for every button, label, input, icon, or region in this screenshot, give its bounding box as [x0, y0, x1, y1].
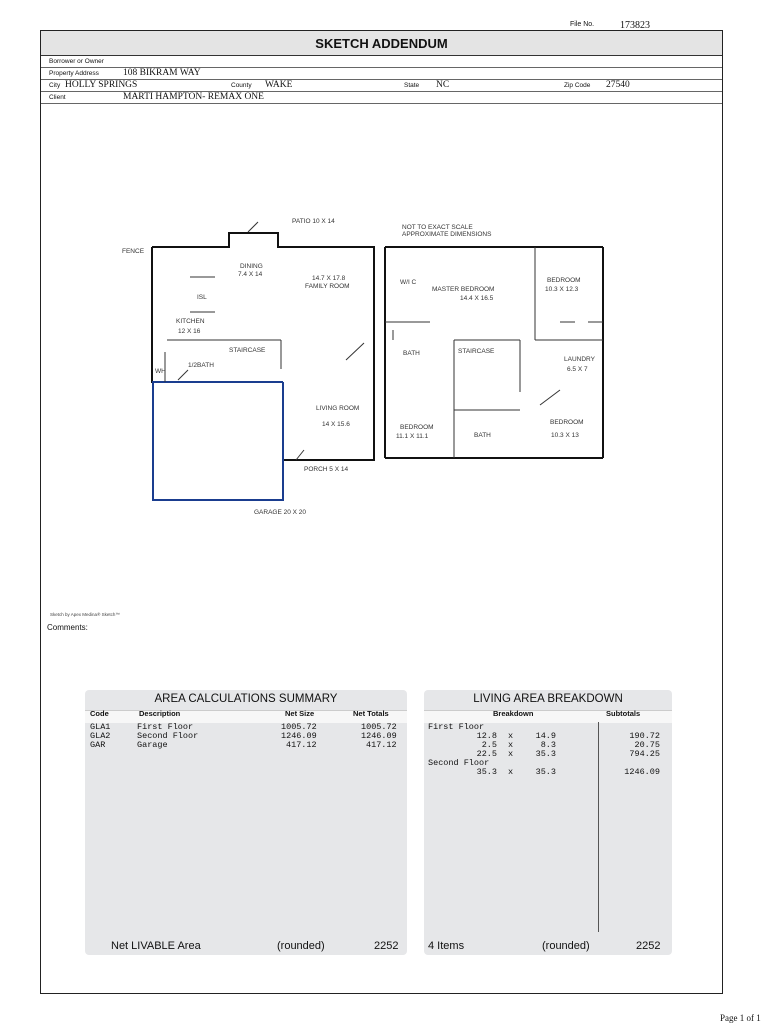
state-label: State — [404, 82, 420, 89]
items-count: 4 Items — [428, 940, 465, 952]
client-label: Client — [49, 94, 66, 101]
breakdown-a: 22.5 — [476, 749, 497, 759]
breakdown-total: 2252 — [636, 940, 661, 952]
address-label: Property Address — [49, 70, 99, 77]
row-desc: Garage — [137, 740, 168, 750]
breakdown-subtotal: 20.75 — [634, 740, 660, 750]
kitchen-label: KITCHEN — [176, 318, 205, 325]
breakdown-subtotal: 1246.09 — [624, 767, 660, 777]
city-value: HOLLY SPRINGS — [65, 80, 138, 90]
living-dim: 14 X 15.6 — [322, 421, 350, 428]
first-floor-label: First Floor — [428, 722, 485, 732]
county-label: County — [231, 82, 252, 89]
garage-label: GARAGE 20 X 20 — [254, 509, 307, 516]
row-desc: First Floor — [137, 722, 194, 732]
breakdown-b: 8.3 — [540, 740, 556, 750]
half-bath-label: 1/2BATH — [188, 362, 214, 369]
row-code: GAR — [90, 740, 106, 750]
living-area-breakdown-panel — [424, 690, 672, 955]
wic-label: W/I C — [400, 279, 417, 286]
master-label: MASTER BEDROOM — [432, 286, 495, 293]
bedroom-se-label: BEDROOM — [550, 419, 584, 426]
address-value: 108 BIKRAM WAY — [123, 68, 201, 78]
net-livable-value: 2252 — [374, 940, 399, 952]
row-desc: Second Floor — [137, 731, 199, 741]
porch-label: PORCH 5 X 14 — [304, 466, 349, 473]
row-code: GLA1 — [90, 722, 111, 732]
file-no-value: 173823 — [620, 20, 650, 31]
bath-lower-label: BATH — [474, 432, 491, 439]
bedroom-ne-dim: 10.3 X 12.3 — [545, 286, 579, 293]
dining-dim: 7.4 X 14 — [238, 271, 263, 278]
island-label: ISL — [197, 294, 207, 301]
staircase-upper-label: STAIRCASE — [458, 348, 495, 355]
master-dim: 14.4 X 16.5 — [460, 295, 494, 302]
laundry-dim: 6.5 X 7 — [567, 366, 588, 373]
row-net: 1246.09 — [281, 731, 317, 741]
fence-label: FENCE — [122, 248, 145, 255]
family-label: FAMILY ROOM — [305, 283, 350, 290]
bedroom-sw-label: BEDROOM — [400, 424, 434, 431]
staircase-label: STAIRCASE — [229, 347, 266, 354]
scale-note-2: APPROXIMATE DIMENSIONS — [402, 231, 492, 238]
breakdown-b: 35.3 — [535, 767, 556, 777]
page-number: Page 1 of 1 — [720, 1013, 761, 1023]
breakdown-a: 35.3 — [476, 767, 497, 777]
bedroom-ne-label: BEDROOM — [547, 277, 581, 284]
breakdown-x: x — [508, 740, 514, 750]
row-net: 1005.72 — [281, 722, 317, 732]
patio-label: PATIO 10 X 14 — [292, 218, 335, 225]
bath-upper-label: BATH — [403, 350, 420, 357]
breakdown-subtotal: 190.72 — [629, 731, 660, 741]
scale-note-1: NOT TO EXACT SCALE — [402, 224, 473, 231]
row-total: 1246.09 — [361, 731, 397, 741]
water-heater-label: WH — [155, 368, 166, 375]
kitchen-dim: 12 X 16 — [178, 328, 201, 335]
laundry-label: LAUNDRY — [564, 356, 595, 363]
breakdown-b: 35.3 — [535, 749, 556, 759]
living-breakdown-title: LIVING AREA BREAKDOWN — [473, 693, 623, 705]
row-total: 417.12 — [366, 740, 397, 750]
sketch-credit: Sketch by Apex Medina® Sketch™ — [50, 612, 120, 617]
file-no-label: File No. — [570, 21, 595, 28]
net-livable-label: Net LIVABLE Area — [111, 940, 201, 952]
col-net-totals: Net Totals — [353, 709, 389, 718]
breakdown-subtotal: 794.25 — [629, 749, 660, 759]
breakdown-b: 14.9 — [535, 731, 556, 741]
area-summary-title: AREA CALCULATIONS SUMMARY — [154, 693, 338, 705]
col-breakdown: Breakdown — [493, 709, 534, 718]
col-net-size: Net Size — [285, 709, 315, 718]
bedroom-se-dim: 10.3 X 13 — [551, 432, 579, 439]
client-value: MARTI HAMPTON- REMAX ONE — [123, 92, 264, 102]
zip-value: 27540 — [606, 80, 630, 90]
breakdown-x: x — [508, 767, 514, 777]
second-floor-label: Second Floor — [428, 758, 490, 768]
area-calculations-panel — [85, 690, 407, 955]
living-label: LIVING ROOM — [316, 405, 360, 412]
comments-label: Comments: — [47, 623, 88, 632]
breakdown-a: 2.5 — [481, 740, 497, 750]
county-value: WAKE — [265, 80, 293, 90]
bedroom-sw-dim: 11.1 X 11.1 — [396, 433, 429, 440]
borrower-label: Borrower or Owner — [49, 58, 104, 65]
breakdown-x: x — [508, 749, 514, 759]
dining-label: DINING — [240, 263, 263, 270]
family-dim: 14.7 X 17.8 — [312, 275, 346, 282]
page-title: SKETCH ADDENDUM — [41, 31, 722, 56]
state-value: NC — [436, 80, 450, 90]
col-code: Code — [90, 709, 109, 718]
col-subtotals: Subtotals — [606, 709, 641, 718]
city-label: City — [49, 82, 61, 89]
net-livable-rounded: (rounded) — [277, 940, 325, 952]
breakdown-a: 12.8 — [476, 731, 497, 741]
zip-label: Zip Code — [564, 82, 591, 89]
breakdown-rounded: (rounded) — [542, 940, 590, 952]
row-net: 417.12 — [286, 740, 317, 750]
col-description: Description — [139, 709, 181, 718]
row-total: 1005.72 — [361, 722, 397, 732]
row-code: GLA2 — [90, 731, 111, 741]
breakdown-x: x — [508, 731, 514, 741]
